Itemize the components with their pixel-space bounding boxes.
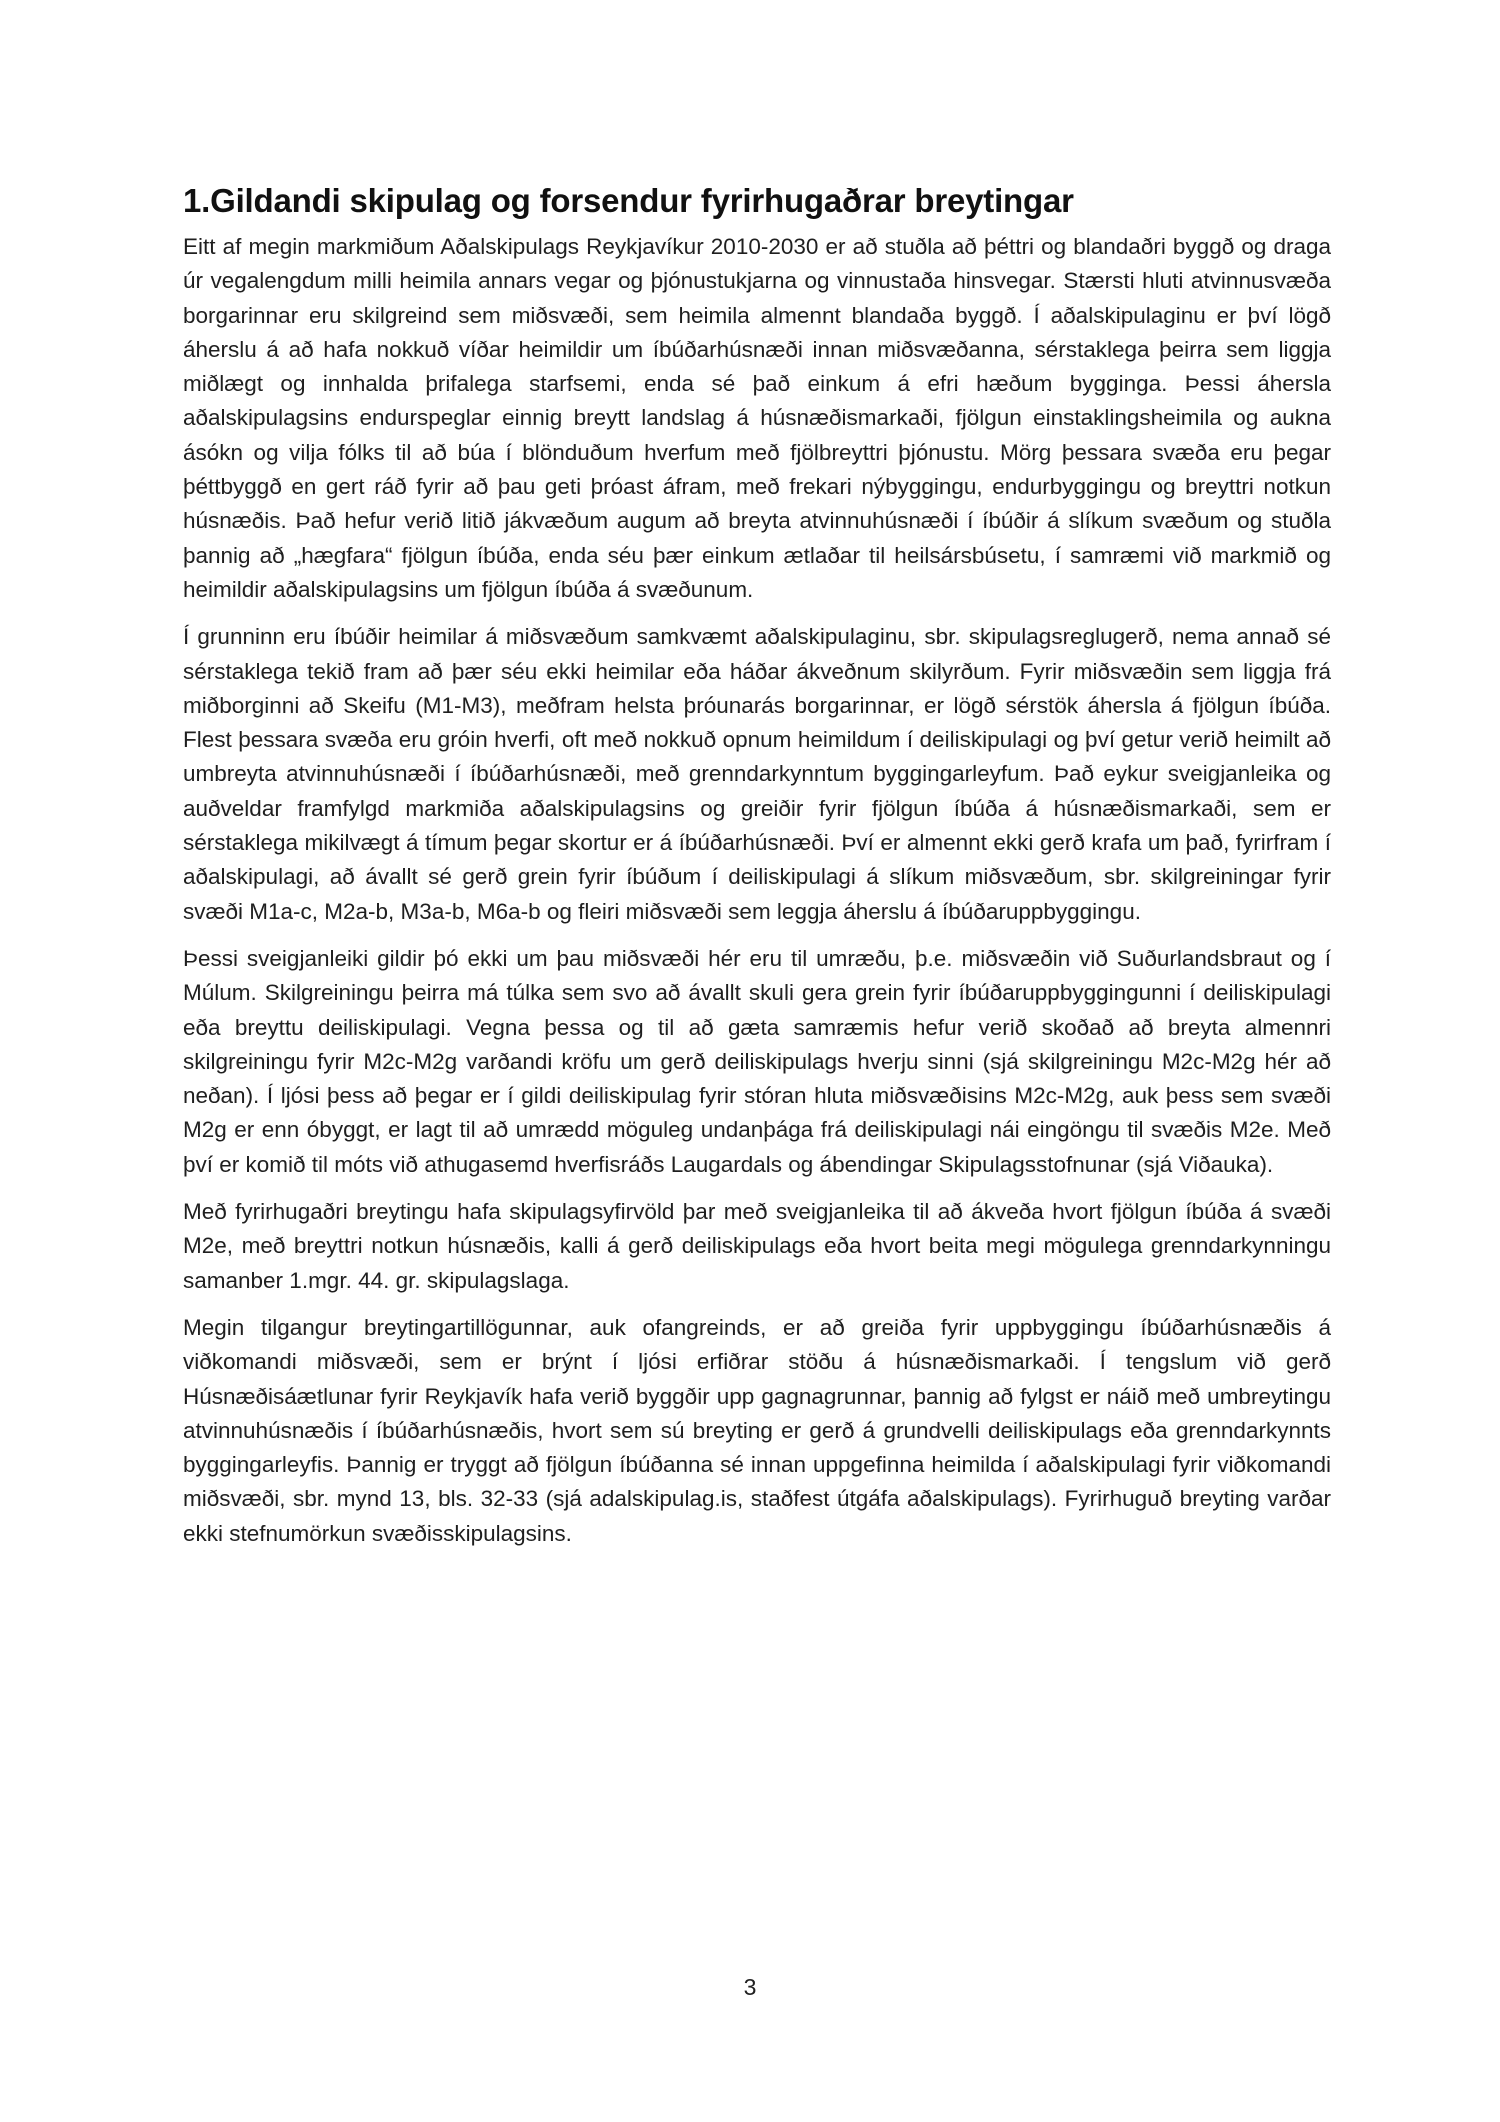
paragraph-1: Eitt af megin markmiðum Aðalskipulags Reykjavíkur 2010-2030 er að stuðla að þéttri og blandaðri byggð og draga úr vegalengdum milli heimila annars vegar og þjónustukjarna og vinnustaða hinsvegar. Stærsti hluti atvinnusvæða borgarinnar eru skilgreind sem miðsvæði, sem heimila almennt blandaða byggð. Í aðalskipulaginu er því lögð áherslu á að hafa nokkuð víðar heimildir um íbúðarhúsnæði innan miðsvæðanna, sérstaklega þeirra sem liggja miðlægt og innhalda þrifalega starfsemi, enda sé það einkum á efri hæðum bygginga. Þessi áhersla aðalskipulagsins endurspeglar einnig breytt landslag á húsnæðismarkaði, fjölgun einstaklingsheimila og aukna ásókn og vilja fólks til að búa í blönduðum hverfum með fjölbreyttri þjónustu. Mörg þessara svæða eru þegar þéttbyggð en gert ráð fyrir að þau geti þróast áfram, með frekari nýbyggingu, endurbyggingu og breyttri notkun húsnæðis. Það hefur verið litið jákvæðum augum að breyta atvinnuhúsnæði í íbúðir á slíkum svæðum og stuðla þannig að „hægfara“ fjölgun íbúða, enda séu þær einkum ætlaðar til heilsársbúsetu, í samræmi við markmið og heimildir aðalskipulagsins um fjölgun íbúða á svæðunum.: [183, 234, 1331, 602]
page-content: [183, 180, 1331, 1564]
paragraph-5: Megin tilgangur breytingartillögunnar, auk ofangreinds, er að greiða fyrir uppbyggingu íbúðarhúsnæðis á viðkomandi miðsvæði, sem er brýnt í ljósi erfiðrar stöðu á húsnæðismarkaði. Í tengslum við gerð Húsnæðisáætlunar fyrir Reykjavík hafa verið byggðir upp gagnagrunnar, þannig að fylgst er náið með umbreytingu atvinnuhúsnæðis í íbúðarhúsnæðis, hvort sem sú breyting er gerð á grundvelli deiliskipulags eða grenndarkynnts byggingarleyfis. Þannig er tryggt að fjölgun íbúðanna sé innan uppgefinna heimilda í aðalskipulagi fyrir viðkomandi miðsvæði, sbr. mynd 13, bls. 32-33 (sjá adalskipulag.is, staðfest útgáfa aðalskipulags). Fyrirhuguð breyting varðar ekki stefnumörkun svæðisskipulagsins.: [183, 1314, 1331, 1546]
paragraph-3: Þessi sveigjanleiki gildir þó ekki um þau miðsvæði hér eru til umræðu, þ.e. miðsvæðin við Suðurlandsbraut og í Múlum. Skilgreiningu þeirra má túlka sem svo að ávallt skuli gera grein fyrir íbúðaruppbyggingunni í deiliskipulagi eða breyttu deiliskipulagi. Vegna þessa og til að gæta samræmis hefur verið skoðað að breyta almennri skilgreiningu fyrir M2c-M2g varðandi kröfu um gerð deiliskipulags hverju sinni (sjá skilgreiningu M2c-M2g hér að neðan). Í ljósi þess að þegar er í gildi deiliskipulag fyrir stóran hluta miðsvæðisins M2c-M2g, auk þess sem svæði M2g er enn óbyggt, er lagt til að umrædd möguleg undanþága frá deiliskipulagi nái eingöngu til svæðis M2e. Með því er komið til móts við athugasemd hverfisráðs Laugardals og ábendingar Skipulagsstofnunar (sjá Viðauka).: [183, 945, 1331, 1177]
page-number: 3: [743, 1974, 757, 2000]
section-heading: 1.Gildandi skipulag og forsendur fyrirhugaðrar breytingar: [183, 182, 1074, 219]
paragraph-4: Með fyrirhugaðri breytingu hafa skipulagsyfirvöld þar með sveigjanleika til að ákveða hvort fjölgun íbúða á svæði M2e, með breyttri notkun húsnæðis, kalli á gerð deiliskipulags eða hvort beita megi mögulega grenndarkynningu samanber 1.mgr. 44. gr. skipulagslaga.: [183, 1199, 1331, 1293]
paragraph-2: Í grunninn eru íbúðir heimilar á miðsvæðum samkvæmt aðalskipulaginu, sbr. skipulagsreglugerð, nema annað sé sérstaklega tekið fram að þær séu ekki heimilar eða háðar ákveðnum skilyrðum. Fyrir miðsvæðin sem liggja frá miðborginni að Skeifu (M1-M3), meðfram helsta þróunarás borgarinnar, er lögð sérstök áhersla á fjölgun íbúða. Flest þessara svæða eru gróin hverfi, oft með nokkuð opnum heimildum í deiliskipulagi og því getur verið heimilt að umbreyta atvinnuhúsnæði í íbúðarhúsnæði, með grenndarkynntum byggingarleyfum. Það eykur sveigjanleika og auðveldar framfylgd markmiða aðalskipulagsins og greiðir fyrir fjölgun íbúða á húsnæðismarkaði, sem er sérstaklega mikilvægt á tímum þegar skortur er á íbúðarhúsnæði. Því er almennt ekki gerð krafa um það, fyrirfram í aðalskipulagi, að ávallt sé gerð grein fyrir íbúðum í deiliskipulagi á slíkum miðsvæðum, sbr. skilgreiningar fyrir svæði M1a-c, M2a-b, M3a-b, M6a-b og fleiri miðsvæði sem leggja áherslu á íbúðaruppbyggingu.: [183, 624, 1331, 924]
